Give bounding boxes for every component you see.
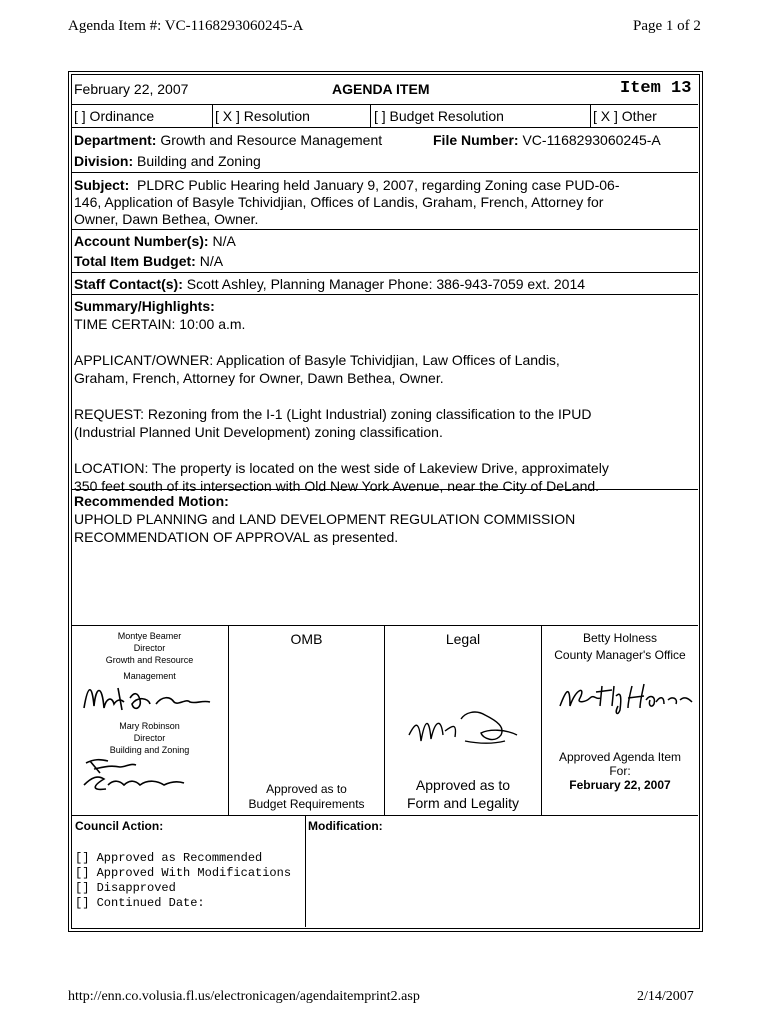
account-label: Account Number(s): xyxy=(74,233,209,249)
manager-for: For: xyxy=(609,764,631,778)
manager-approved: Approved Agenda Item xyxy=(558,750,682,764)
footer-url: http://enn.co.volusia.fl.us/electronicagen/agendaitemprint2.asp xyxy=(68,989,420,1004)
council-action-label: Council Action: xyxy=(75,819,164,833)
type-other: [ X ] Other xyxy=(593,108,657,124)
option-approved-with-modifications: [] Approved With Modifications xyxy=(75,866,292,880)
type-resolution: [ X ] Resolution xyxy=(215,108,310,124)
summary-label: Summary/Highlights: xyxy=(74,298,215,314)
director2-block xyxy=(72,720,227,756)
type-ordinance: [ ] Ordinance xyxy=(74,108,155,124)
staff-label: Staff Contact(s): xyxy=(74,276,183,292)
director2-name: Mary Robinson xyxy=(119,721,180,731)
manager-signature xyxy=(556,676,696,718)
subject-line1: PLDRC Public Hearing held January 9, 2007, regarding Zoning case PUD-06- xyxy=(137,177,620,193)
file-number-row xyxy=(433,132,661,148)
option-disapproved: [] Disapproved xyxy=(75,881,176,895)
footer-date: 2/14/2007 xyxy=(637,989,694,1004)
omb-approved2: Budget Requirements xyxy=(248,797,365,811)
department-label: Department: xyxy=(74,132,157,148)
director2-dept: Building and Zoning xyxy=(109,745,190,755)
director2-signature xyxy=(80,755,190,797)
manager-date: February 22, 2007 xyxy=(569,778,671,792)
subject-block xyxy=(74,176,694,194)
form-title: AGENDA ITEM xyxy=(332,81,430,97)
subject-label: Subject: xyxy=(74,177,130,193)
omb-label: OMB xyxy=(290,631,323,647)
department-value: Growth and Resource Management xyxy=(160,132,383,148)
file-number-label: File Number: xyxy=(433,132,519,148)
omb-approved: Approved as to xyxy=(266,782,347,796)
director1-name: Montye Beamer xyxy=(117,631,182,641)
account-value: N/A xyxy=(212,233,236,249)
motion-text: UPHOLD PLANNING and LAND DEVELOPMENT REGULATION COMMISSION RECOMMENDATION OF APPROVAL as presented. xyxy=(74,511,576,545)
summary-text: TIME CERTAIN: 10:00 a.m. APPLICANT/OWNER: Application of Basyle Tchividjian, Law Offices of Landis, Graham, French, Attorney for Owner, Dawn Bethea, Owner. REQUEST: Rezoning from the I-1 (Light Industrial) zoning classification to the IPUD (Industrial Planned Unit Development) zoning classification. LOCATION: The property is located on the west side of Lakeview Drive, approximately 350 feet south of its intersection with Old New York Avenue, near the City of DeLand. xyxy=(74,316,609,494)
agenda-date: February 22, 2007 xyxy=(74,81,189,97)
director1-block xyxy=(72,630,227,682)
director1-dept2: Management xyxy=(123,671,176,681)
division-row xyxy=(74,153,261,169)
manager-office: County Manager's Office xyxy=(554,648,686,662)
legal-approved2: Form and Legality xyxy=(406,795,520,811)
motion-label: Recommended Motion: xyxy=(74,493,229,509)
budget-label: Total Item Budget: xyxy=(74,253,196,269)
omb-approval xyxy=(229,782,384,812)
budget-row xyxy=(74,253,223,269)
legal-approval xyxy=(385,776,541,812)
department-row xyxy=(74,132,382,148)
legal-approved: Approved as to xyxy=(415,777,511,793)
manager-block xyxy=(542,630,698,664)
subject-line2: 146, Application of Basyle Tchividjian, Offices of Landis, Graham, French, Attorney for xyxy=(74,194,604,210)
legal-signature xyxy=(405,705,525,750)
page-number: Page 1 of 2 xyxy=(633,18,701,34)
type-budget-resolution: [ ] Budget Resolution xyxy=(374,108,504,124)
budget-value: N/A xyxy=(199,253,224,269)
director1-title: Director xyxy=(133,643,166,653)
staff-row xyxy=(74,276,585,292)
option-approved: [] Approved as Recommended xyxy=(75,851,263,865)
item-number: Item 13 xyxy=(620,79,692,98)
agenda-ref-header: Agenda Item #: VC-1168293060245-A xyxy=(68,18,304,34)
file-number-value: VC-1168293060245-A xyxy=(522,132,661,148)
council-options xyxy=(75,851,291,911)
legal-label: Legal xyxy=(445,631,481,647)
director1-dept: Growth and Resource xyxy=(105,655,194,665)
division-value: Building and Zoning xyxy=(137,153,261,169)
account-row xyxy=(74,233,236,249)
manager-name: Betty Holness xyxy=(582,631,658,645)
modification-label: Modification: xyxy=(308,819,383,833)
manager-approval xyxy=(542,750,698,792)
subject-line3: Owner, Dawn Bethea, Owner. xyxy=(74,211,259,227)
division-label: Division: xyxy=(74,153,134,169)
option-continued-date: [] Continued Date: xyxy=(75,896,205,910)
director2-title: Director xyxy=(133,733,166,743)
director1-signature xyxy=(78,678,218,720)
staff-value: Scott Ashley, Planning Manager Phone: 386-943-7059 ext. 2014 xyxy=(186,276,586,292)
